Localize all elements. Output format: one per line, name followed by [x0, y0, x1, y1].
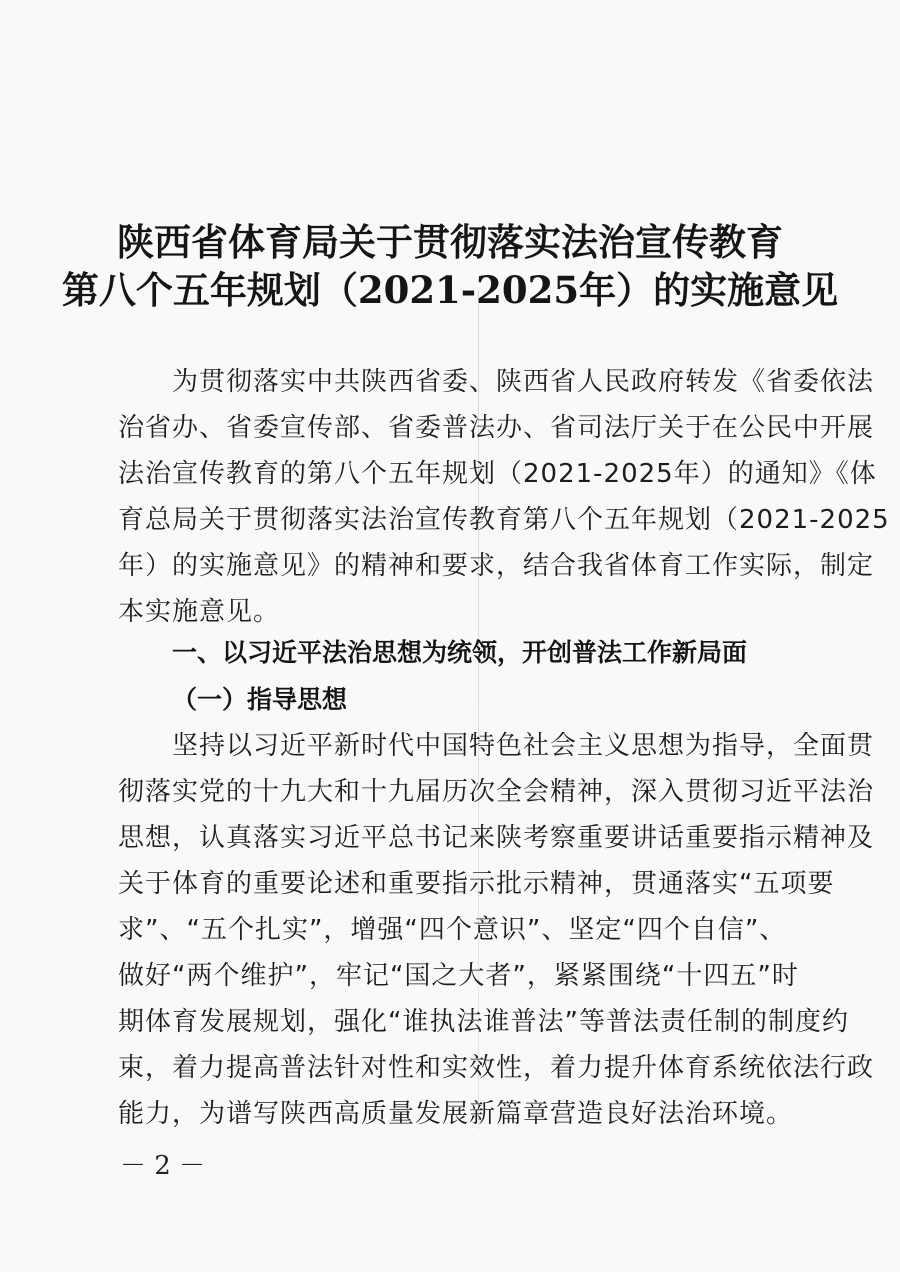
- page-number: － 2 －: [120, 1151, 206, 1181]
- intro-line: 治省办、省委宣传部、省委普法办、省司法厅关于在公民中开展: [118, 413, 875, 443]
- body-line: 束，着力提高普法针对性和实效性，着力提升体育系统依法行政: [118, 1053, 875, 1083]
- intro-line: 为贯彻落实中共陕西省委、陕西省人民政府转发《省委依法: [118, 367, 875, 397]
- document-title-line-2: 第八个五年规划（2021-2025年）的实施意见: [61, 268, 839, 312]
- section-heading: 一、以习近平法治思想为统领，开创普法工作新局面: [172, 638, 748, 667]
- intro-line: 本实施意见。: [118, 597, 281, 627]
- intro-line: 年）的实施意见》的精神和要求，结合我省体育工作实际，制定: [118, 551, 875, 581]
- subsection-heading: （一）指导思想: [172, 685, 348, 714]
- body-line: 期体育发展规划，强化“谁执法谁普法”等普法责任制的制度约: [118, 1007, 849, 1037]
- body-line: 彻落实党的十九大和十九届历次全会精神，深入贯彻习近平法治: [118, 777, 875, 807]
- body-line: 关于体育的重要论述和重要指示批示精神，贯通落实“五项要: [118, 869, 835, 899]
- body-line: 求”、“五个扎实”，增强“四个意识”、坚定“四个自信”、: [118, 915, 787, 945]
- body-line: 能力，为谱写陕西高质量发展新篇章营造良好法治环境。: [118, 1099, 794, 1129]
- document-title-line-1: 陕西省体育局关于贯彻落实法治宣传教育: [117, 220, 783, 264]
- intro-line: 法治宣传教育的第八个五年规划（2021-2025年）的通知》《体: [118, 459, 877, 489]
- body-line: 坚持以习近平新时代中国特色社会主义思想为指导，全面贯: [118, 731, 875, 761]
- intro-line: 育总局关于贯彻落实法治宣传教育第八个五年规划（2021-2025: [118, 505, 890, 535]
- body-line: 做好“两个维护”，牢记“国之大者”，紧紧围绕“十四五”时: [118, 961, 799, 991]
- body-line: 思想，认真落实习近平总书记来陕考察重要讲话重要指示精神及: [118, 823, 875, 853]
